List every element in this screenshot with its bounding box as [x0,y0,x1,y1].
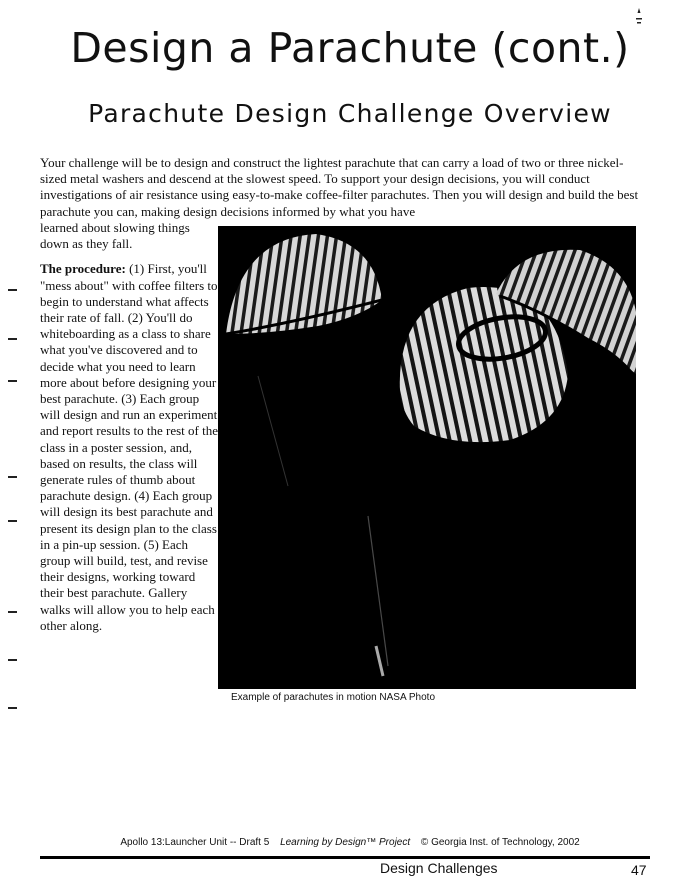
margin-mark [8,520,17,522]
page-title: Design a Parachute (cont.) [70,24,630,72]
margin-mark [8,476,17,478]
procedure-label: The procedure: [40,261,126,277]
corner-mark-icon [636,7,642,25]
procedure-paragraph [40,261,218,634]
margin-mark [8,338,17,340]
section-subtitle: Parachute Design Challenge Overview [88,99,612,128]
page-number: 47 [631,862,647,878]
intro-paragraph: Your challenge will be to design and construct the lightest parachute that can carry a load of two or three nickel-sized metal washers and descend at the slowest speed. To support your design decisions, you will conduct investigations of air resistance using easy-to-make coffee-filter parachutes. Then you will design and build the best parachute you can, making design decisions informed by what you have [40,155,639,219]
photo-caption: Example of parachutes in motion NASA Photo [231,692,436,703]
footer-copyright: © Georgia Inst. of Technology, 2002 [420,837,580,848]
margin-mark [8,380,17,382]
procedure-text: (1) First, you'll "mess about" with coffee filters to begin to understand what affects their rate of fall. (2) You'll do whiteboarding as a class to share what you've discovered and to decide what you need to learn more about before designing your best parachute. (3) Each group will design and run an experiment and report results to the rest of the class in a poster session, and, based on results, the class will generate rules of thumb about parachute design. (4) Each group will design its best parachute and present its design plan to the class in a pin-up session. (5) Each group will build, test, and revise their designs, working toward their best parachute. Gallery walks will allow you to help each other along. [40,261,218,633]
footer-credits [0,837,700,848]
margin-mark [8,707,17,709]
intro-continuation: learned about slowing things down as they fall. [40,220,190,252]
parachute-photo [218,226,636,689]
margin-mark [8,659,17,661]
footer-rule [40,856,650,859]
section-name: Design Challenges [380,860,498,876]
parachute-photo-image [218,226,636,689]
footer-unit: Apollo 13:Launcher Unit -- Draft 5 [120,837,270,848]
footer-project: Learning by Design™ Project [280,837,411,848]
margin-mark [8,611,17,613]
margin-mark [8,289,17,291]
left-column-text [40,220,218,643]
